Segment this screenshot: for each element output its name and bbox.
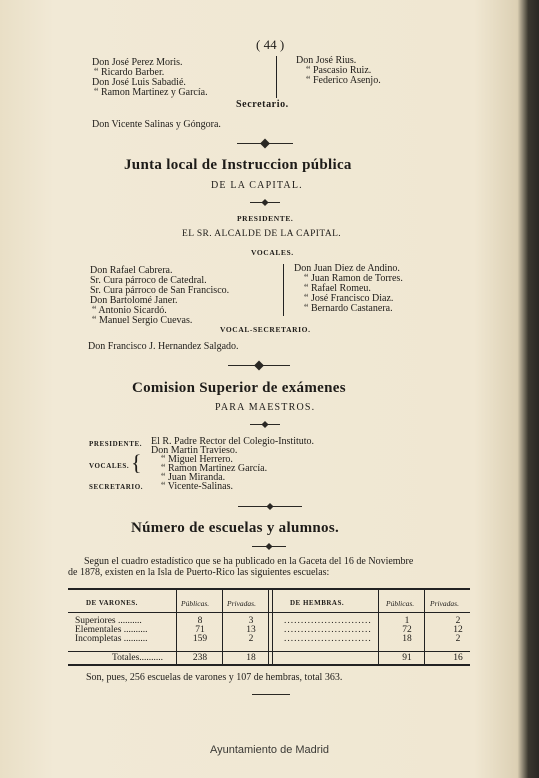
table-col-rule (222, 590, 223, 664)
role-vocales: VOCALES. (89, 462, 130, 470)
col-varones-privadas (243, 617, 259, 644)
table-cell: 18 (402, 634, 412, 644)
ornament-divider (250, 421, 280, 429)
secretario-heading: Secretario. (236, 99, 289, 110)
table-col-rule (176, 590, 177, 664)
table-row-label: Incompletas .......... (75, 634, 148, 644)
secretario-name: Don Vicente Salinas y Góngora. (92, 119, 221, 130)
name-line: Don Martin Travieso. (151, 445, 238, 456)
ornament-divider (228, 362, 290, 370)
comision-names (151, 437, 314, 491)
table-bottom-rule (68, 664, 470, 666)
hembras-leaders: .......................... .......................... .......................... (284, 616, 372, 644)
name-line: “ José Francisco Diaz. (304, 293, 394, 304)
totales-label: Totales.......... (112, 653, 164, 663)
top-left-names (92, 58, 208, 98)
name-line: Sr. Cura párroco de San Francisco. (90, 285, 230, 296)
name-line: Don José Luis Sabadié. (92, 77, 186, 88)
col-hembras-privadas (450, 617, 466, 644)
name-line: “ Juan Ramon de Torres. (304, 273, 403, 284)
table-cell: 13 (246, 625, 256, 635)
total-hembras-publicas: 91 (402, 653, 412, 663)
ornament-divider (238, 503, 302, 511)
col-varones-publicas (188, 617, 212, 644)
total-hembras-privadas: 16 (453, 653, 463, 663)
table-cell: 2 (248, 634, 254, 644)
paragraph-line: Segun el cuadro estadístico que se ha publicado en la Gaceta del 16 de Noviembre (84, 556, 414, 567)
row-labels (75, 617, 148, 644)
col-header-privadas: Privadas. (227, 599, 256, 608)
role-presidente: PRESIDENTE. (89, 440, 143, 448)
comision-subtitle: PARA MAESTROS. (215, 402, 316, 413)
comision-title: Comision Superior de exámenes (132, 380, 346, 396)
table-top-rule (68, 588, 470, 590)
table-col-rule (268, 590, 269, 664)
column-divider (276, 56, 277, 98)
name-line: Don José Rius. (296, 55, 357, 66)
table-cell: 159 (192, 634, 208, 644)
page-number: ( 44 ) (256, 37, 285, 52)
junta-title: Junta local de Instruccion pública (124, 157, 352, 173)
name-line: “ Ramon Martinez y García. (94, 87, 208, 98)
table-totals-rule (68, 651, 470, 652)
name-line: “ Antonio Sicardó. (92, 305, 167, 316)
table-cell: 71 (195, 625, 205, 635)
col-hembras-publicas (398, 617, 416, 644)
name-line: “ Juan Miranda. (161, 472, 226, 483)
vocales-label: VOCALES. (251, 248, 294, 257)
ornament-divider (252, 543, 286, 551)
vocales-right (294, 264, 403, 314)
footer-attribution: Ayuntamiento de Madrid (209, 744, 330, 756)
end-rule (252, 694, 290, 695)
table-col-rule (272, 590, 273, 664)
table-col-rule (378, 590, 379, 664)
presidente-name: EL SR. ALCALDE DE LA CAPITAL. (182, 229, 342, 239)
ornament-divider (237, 140, 293, 148)
name-line: Don Juan Diez de Andino. (294, 263, 400, 274)
name-line: “ Vicente-Salinas. (161, 481, 233, 492)
table-cell: 72 (402, 625, 412, 635)
top-right-names (296, 56, 381, 86)
table-header-rule (68, 612, 470, 613)
table-row-label: Elementales .......... (75, 625, 148, 635)
name-line: Sr. Cura párroco de Catedral. (90, 275, 207, 286)
name-line: El R. Padre Rector del Colegio-Instituto. (151, 436, 315, 447)
col-header-publicas: Públicas. (181, 599, 210, 608)
col-header-publicas: Públicas. (386, 599, 415, 608)
total-varones-publicas: 238 (192, 653, 208, 663)
total-varones-privadas: 18 (246, 653, 256, 663)
vocales-left (90, 266, 229, 326)
col-header-varones: DE VARONES. (86, 599, 138, 607)
name-line: “ Ramon Martinez García. (161, 463, 268, 474)
summary-line: Son, pues, 256 escuelas de varones y 107 de hembras, total 363. (86, 672, 343, 683)
name-line: “ Pascasio Ruiz. (306, 65, 372, 76)
name-line: Don Rafael Cabrera. (90, 265, 173, 276)
vocal-secretario-label: VOCAL-SECRETARIO. (220, 325, 311, 334)
ornament-divider (250, 199, 280, 207)
name-line: Don José Perez Moris. (92, 57, 183, 68)
brace: { (131, 450, 142, 475)
col-header-privadas: Privadas. (430, 599, 459, 608)
role-secretario: SECRETARIO. (89, 483, 144, 491)
name-line: “ Manuel Sergio Cuevas. (92, 315, 193, 326)
table-col-rule (424, 590, 425, 664)
table-cell: 1 (404, 616, 410, 626)
name-line: “ Bernardo Castanera. (304, 303, 393, 314)
table-cell: 3 (248, 616, 254, 626)
table-cell: 8 (197, 616, 203, 626)
table-cell: 2 (455, 616, 461, 626)
name-line: “ Ricardo Barber. (94, 67, 165, 78)
table-cell: 12 (453, 625, 463, 635)
name-line: Don Bartolomé Janer. (90, 295, 178, 306)
table-cell: 2 (455, 634, 461, 644)
paragraph-line: de 1878, existen en la Isla de Puerto-Rico las siguientes escuelas: (68, 567, 330, 578)
column-divider (283, 264, 284, 316)
name-line: “ Miguel Herrero. (161, 454, 233, 465)
col-header-hembras: DE HEMBRAS. (290, 599, 345, 607)
name-line: “ Federico Asenjo. (306, 75, 381, 86)
junta-subtitle: DE LA CAPITAL. (211, 180, 303, 191)
presidente-label: PRESIDENTE. (237, 214, 294, 223)
name-line: “ Rafael Romeu. (304, 283, 371, 294)
numero-title: Número de escuelas y alumnos. (131, 520, 340, 536)
table-row-label: Superiores .......... (75, 616, 142, 626)
vocal-secretario-name: Don Francisco J. Hernandez Salgado. (88, 341, 239, 352)
